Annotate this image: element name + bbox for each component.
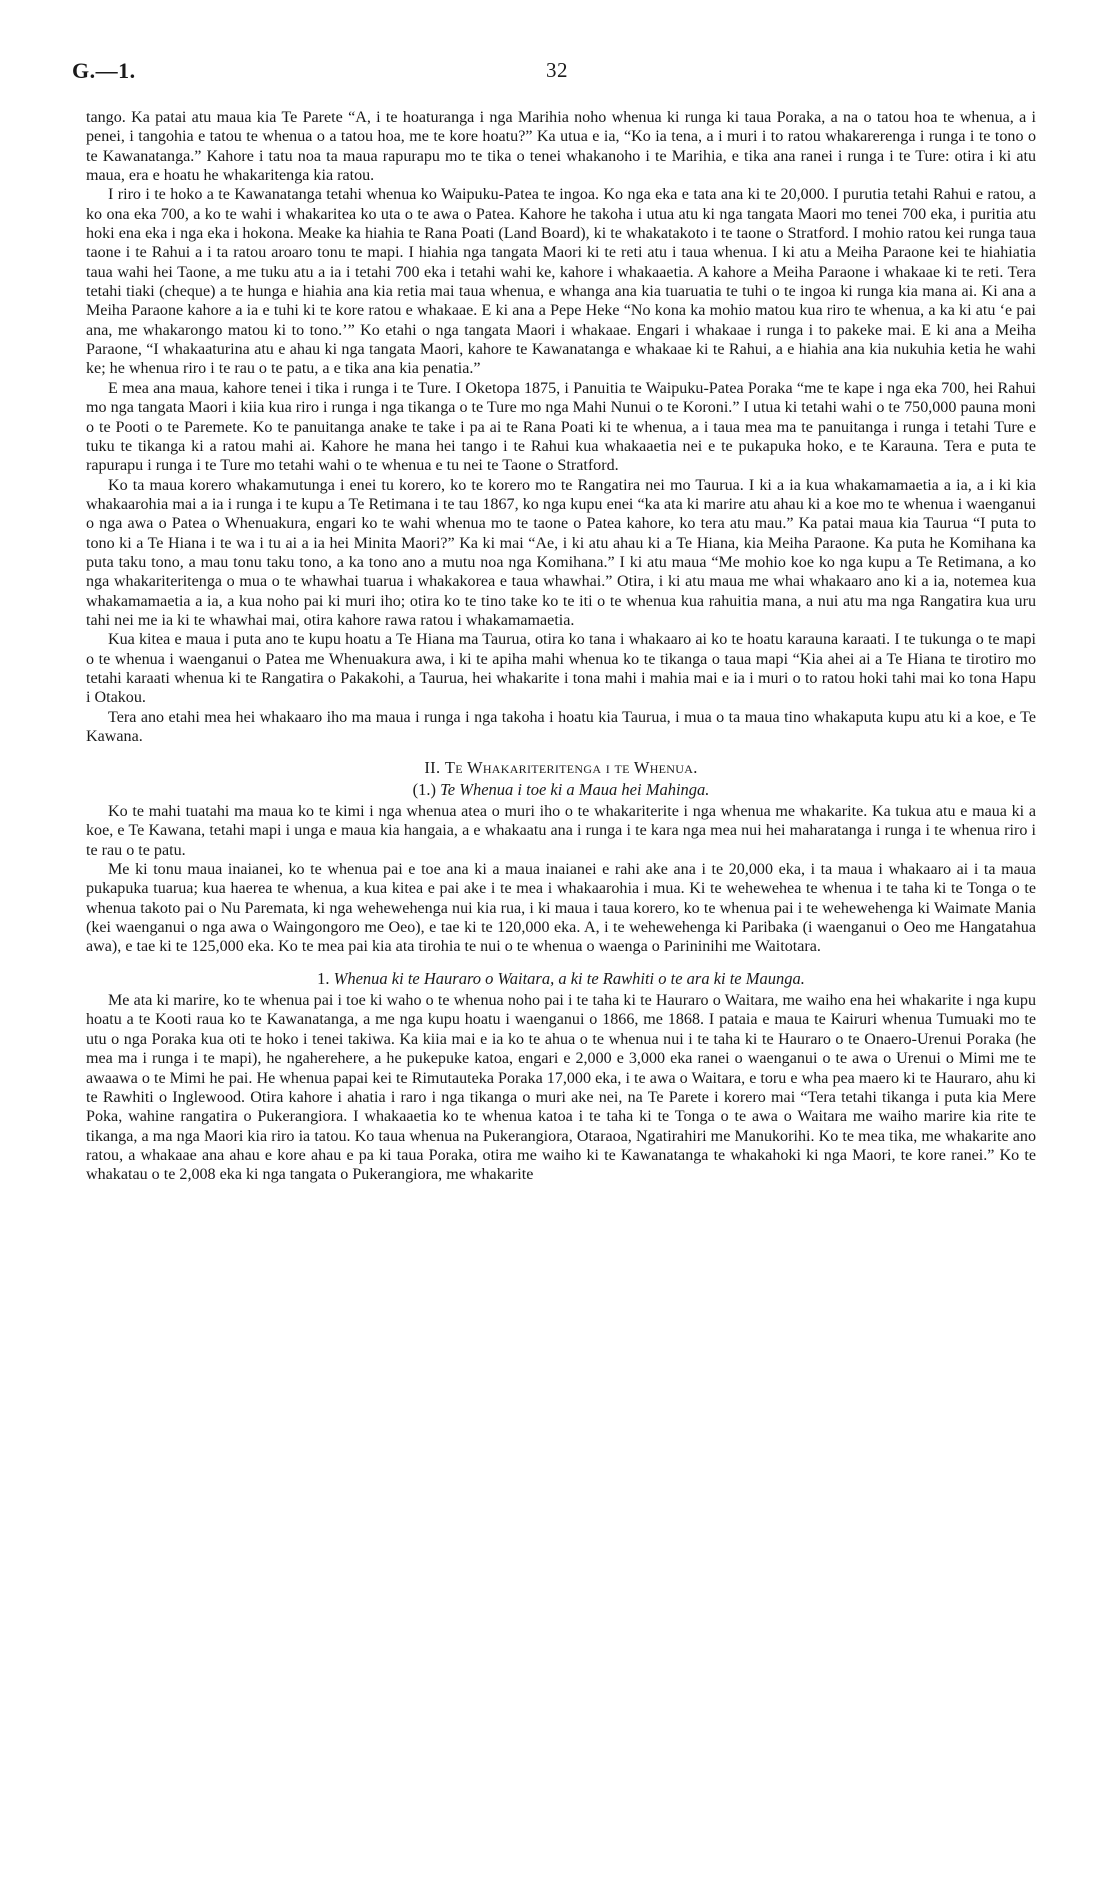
paragraph: tango. Ka patai atu maua kia Te Parete “A, i te hoaturanga i nga Marihia noho whenua ki runga ki taua Poraka, a na o tatou hoa te whenua, a i penei, i tangohia e tatou te whenua o a tatou hoa, me te kore hoatu?” Ka utua e ia, “Ko ia tena, a i muri i to ratou whakarerenga i runga i te tono o te Kawanatanga.” Kahore i tatu noa ta maua rapurapu mo te tika o tenei whakanoho i te Marihia, e tika ana ranei i runga i te Ture: otira i ki atu maua, era e hoatu he whakaritenga kia ratou. (86, 109, 1036, 185)
body-text (86, 108, 1036, 1185)
paragraph: Kua kitea e maua i puta ano te kupu hoatu a Te Hiana ma Taurua, otira ko tana i whakaaro ai ko te hoatu karauna karaati. I te tukunga o te mapi o te whenua i waenganui o Patea me Whenuakura awa, i ki te apiha mahi whenua ko te tikanga o taua mapi “Kia ahei ai a Te Hiana te tirotiro mo tetahi karaati whenua ki te Rangatira o Pakakohi, a Taurua, hei whakarite i tona mahi i mahia mai e ia i muri o to ratou hoki tahi mai ko tona Hapu i Otakou. (86, 631, 1036, 707)
subheading-title: Te Whenua i toe ki a Maua hei Mahinga. (440, 779, 710, 799)
section-title: Te Whakariteritenga i te Whenua. (444, 758, 698, 778)
paragraph: E mea ana maua, kahore tenei i tika i runga i te Ture. I Oketopa 1875, i Panuitia te Waipuku-Patea Poraka “me te kape i nga eka 700, hei Rahui mo nga tangata Maori i kiia kua riro i runga i nga tikanga o te Ture mo nga Mahi Nunui o te Koroni.” I utua ki tetahi wahi o te 750,000 pauna moni o te Pooti o te Paremete. Ko te panuitanga anake te take i pa ai te Rana Poati ki te whenua, a i taua mea ma te panuitanga i runga i tetahi Ture e tuku te tikanga ki a ratou mahi ai. Kahore he mana hei tango i te Rahui kua whakaaetia nei e te pukapuka hoko, e te Karauna. Tera e puta te rapurapu i runga i te Ture mo tetahi wahi o te whenua e tu nei te Taone o Stratford. (86, 379, 1036, 475)
section-numeral: II. (424, 758, 441, 778)
subheading (86, 780, 1036, 799)
subheading (86, 969, 1036, 988)
document-code: G.—1. (72, 58, 136, 83)
paragraph: Ko te mahi tuatahi ma maua ko te kimi i nga whenua atea o muri iho o te whakariterite i nga whenua me whakarite. Ka tukua atu e maua ki a koe, e Te Kawana, tetahi mapi i unga e maua kia hangaia, a e whakaatu ana i runga i te kara nga mea nui hei maharatanga i runga i te whenua riro i te rau o te patu. (86, 803, 1036, 859)
page-number: 32 (546, 58, 568, 82)
subheading-number: 1. (317, 968, 330, 988)
paragraph: Me ki tonu maua inaianei, ko te whenua pai e toe ana ki a maua inaianei e rahi ake ana i te 20,000 eka, i ta maua i whakaaro ai i ta maua pukapuka tuarua; kua haerea te whenua, a kua kitea e pai ake i te mea i whakaarohia i mua. Ki te wehewehea te whenua i te taha ki te Tonga o te whenua takoto pai o Nu Paremata, ki nga wehewehenga nui kia rua, i ki maua i taua korero, ko te whenua pai i te wehewehenga ki Waimate Mania (kei waenganui o nga awa o Waingongoro me Oeo), e tae ki te 120,000 eka. A, i te wehewehenga ki Paribaka (i waenganui o Oeo me Hangatahua awa), e tae ki te 125,000 eka. Ko te mea pai kia ata tirohia te nui o te whenua o waenga o Parininihi me Waitotara. (86, 861, 1036, 956)
paragraph: Ko ta maua korero whakamutunga i enei tu korero, ko te korero mo te Rangatira nei mo Taurua. I ki a ia kua whakamamaetia a ia, a i ki kia whakaarohia mai a ia i runga i te kupu a Te Retimana i te tau 1867, ko nga kupu enei “ka ata ki marire atu ahau ki a koe mo te whenua i waenganui o nga awa o Patea o Whenuakura, engari ko te wahi whenua mo te taone o Patea kahore, ko tera atu mau.” Ka patai maua kia Taurua “I puta to tono ki a Te Hiana i te wa i tu ai a ia hei Minita Maori?” Ka ki mai “Ae, i ki atu ahau ki a Te Hiana, kia Meiha Paraone. Ka puta he Komihana ka puta taku tono, a mau tonu taku tono, a ka tono ano a mutu noa nga Komihana.” I ki atu maua “Me mohio koe ko nga kupu a Te Retimana, a ko nga whakariteritenga o mua o te whawhai tuarua i whakakorea e taua whawhai.” Otira, i ki atu maua me whai whakaaro ano ki a ia, notemea kua whakamamaetia a ia, a kua noho pai ki muri iho; otira ko te tino take ko te iti o te whenua kua rahuitia mana, a nui atu ma nga Rangatira kua uru tahi nei me ia ki te whawhai mai, otira kahore rawa ratou i whakamamaetia. (86, 476, 1036, 629)
section-heading (86, 758, 1036, 777)
subheading-title: Whenua ki te Hauraro o Waitara, a ki te Rawhiti o te ara ki te Maunga. (333, 968, 805, 988)
paragraph: Tera ano etahi mea hei whakaaro iho ma maua i runga i nga takoha i hoatu kia Taurua, i mua o ta maua tino whakaputa kupu atu ki a koe, e Te Kawana. (86, 708, 1036, 745)
paragraph: I riro i te hoko a te Kawanatanga tetahi whenua ko Waipuku-Patea te ingoa. Ko nga eka e tata ana ki te 20,000. I purutia tetahi Rahui e ratou, a ko ona eka 700, a ko te wahi i whakaritea ko uta o te awa o Patea. Kahore he takoha i utua atu ki nga tangata Maori mo tenei 700 eka, i puritia atu hoki ena eka i nga eka i hokona. Meake ka hiahia te Rana Poati (Land Board), ki te whakatakoto i te taone o Stratford. I mohio ratou kei runga taua taone i te Rahui a i ta ratou aroaro tonu te mapi. I hiahia nga tangata Maori ki te reti atu i taua whenua. I ki atu a Meiha Paraone kei te hiahiatia taua wahi hei Taone, a me tuku atu a ia i tetahi 700 eka i tetahi wahi ke, kahore i whakaaetia. A kahore a Meiha Paraone i whakaae ki te reti. Tera tetahi tiaki (cheque) a te hunga e hiahia ana kia retia mai taua whenua, e whanga ana kia tuaruatia te tuhi o te ingoa ki runga kia mana ai. Ki ana a Meiha Paraone kahore a ia e tuhi ki te kore ratou e whakaae. E ki ana a Pepe Heke “No kona ka mohio matou kua riro te whenua, a ka ki atu ‘e pai ana, me whakarongo matou ki to tono.’” Ko etahi o nga tangata Maori i whakaae. Engari i whakaae i runga i to pakeke mai. E ki ana a Meiha Paraone, “I whakaaturina atu e ahau ki nga tangata Maori, kahore te Kawanatanga e whakaae ki te Rahui, a e hiahia ana kia nukuhia ketia he wahi ke; he whenua riro i te rau o te patu, a e tika ana kia penatia.” (86, 186, 1036, 378)
subheading-number: (1.) (412, 779, 436, 799)
paragraph: Me ata ki marire, ko te whenua pai i toe ki waho o te whenua noho pai i te taha ki te Hauraro o Waitara, me waiho ena hei whakarite i nga kupu hoatu a te Kooti raua ko te Kawanatanga, a me nga kupu hoatu i waenganui o 1866, me 1868. I pataia e maua te Kairuri whenua Tumuaki mo te utu o nga Poraka kua oti te hoko i tenei takiwa. Ka kiia mai e ia ko te ahua o te whenua nui i te taha ki te Hauraro o te Onaero-Urenui Poraka (he mea ma i runga i te mapi), he ngaherehere, a he pukepuke katoa, engari e 2,000 e 3,000 eka ranei o waenganui o te awa o Urenui o Mimi me te awaawa o te Mimi he pai. He whenua papai kei te Rimutauteka Poraka 17,000 eka, i te awa o Waitara, e toru e wha pea maero ki te Hauraro, ahu ki te Rawhiti o Inglewood. Otira kahore i ahatia i raro i nga tikanga o muri ake nei, na Te Parete i korero mai “Tera tetahi tikanga i puta kia Mere Poka, wahine rangatira o Pukerangiora. I whakaaetia ko te whenua katoa i te taha ki te Tonga o te awa o Waitara me waiho marire kia rite te tikanga, a ma nga Maori kia riro ia tatou. Ko taua whenua na Pukerangiora, Otaraoa, Ngatirahiri me Manukorihi. Ko te mea tika, me whakarite ano ratou, a whakaae ana ahau e kore ahau e pa ki taua Poraka, otira me waiho ki te Kawanatanga te whakahoki ki nga Maori, te kore ranei.” Ko te whakatau o te 2,008 eka ki nga tangata o Pukerangiora, me whakarite (86, 992, 1036, 1184)
